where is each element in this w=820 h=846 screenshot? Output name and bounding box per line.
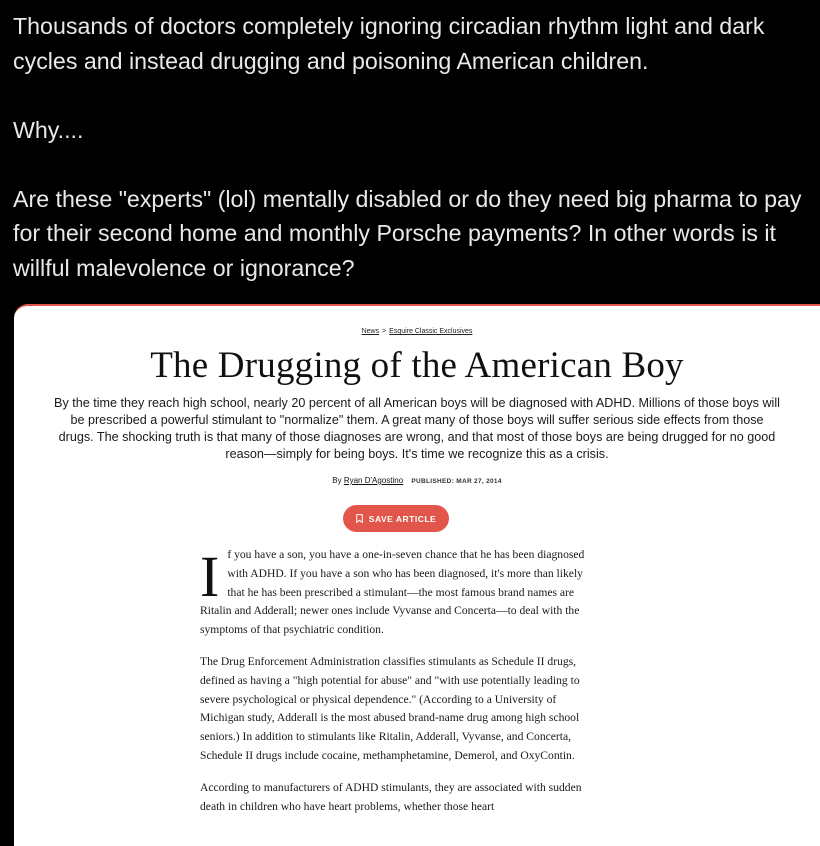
post-text — [13, 9, 818, 285]
post-paragraph-3: Are these "experts" (lol) mentally disabled or do they need big pharma to pay for their second home and monthly Porsche payments? In other words is it willful malevolence or ignorance? — [13, 185, 802, 281]
body-paragraph-1-text: f you have a son, you have a one-in-seven chance that he has been diagnosed with ADHD. If you have a son who has been diagnosed, it's more than likely that he has been prescribed a stimulant—the most famous brand names are Ritalin and Adderall; newer ones include Vyvanse and Concerta—to deal with the symptoms of that psychiatric condition. — [200, 548, 585, 637]
bookmark-icon — [356, 514, 363, 523]
post-paragraph-2: Why.... — [13, 116, 84, 143]
byline — [14, 476, 820, 485]
drop-cap: I — [200, 544, 220, 609]
author-link[interactable]: Ryan D'Agostino — [343, 476, 404, 485]
post-paragraph-1: Thousands of doctors completely ignoring circadian rhythm light and dark cycles and instead drugging and poisoning American children. — [13, 13, 765, 74]
byline-prefix: By — [332, 476, 342, 485]
article-dek: By the time they reach high school, nearly 20 percent of all American boys will be diagnosed with ADHD. Millions of those boys will be prescribed a powerful stimulant to "normalize" them. A great many of those boys will suffer serious side effects from those drugs. The shocking truth is that many of those diagnoses are wrong, and that most of those boys are being drugged for no good reason—simply for being boys. It's time we recognize this as a crisis. — [54, 396, 780, 461]
published-date: PUBLISHED: MAR 27, 2014 — [411, 478, 502, 485]
article-body — [200, 546, 586, 829]
body-paragraph-1 — [200, 546, 586, 640]
breadcrumb-news-link[interactable]: News — [361, 328, 380, 335]
breadcrumb-separator: > — [382, 328, 387, 335]
save-article-label: SAVE ARTICLE — [368, 513, 437, 524]
article-title: The Drugging of the American Boy — [150, 345, 684, 386]
breadcrumb-esquire-classic-link[interactable]: Esquire Classic Exclusives — [389, 328, 473, 335]
body-paragraph-2: The Drug Enforcement Administration classifies stimulants as Schedule II drugs, defined as having a "high potential for abuse" and "with use potentially leading to severe psychological or physical dependence." (According to a University of Michigan study, Adderall is the most abused brand-name drug among high school seniors.) In addition to stimulants like Ritalin, Adderall, Vyvanse, and Concerta, Schedule II drugs include cocaine, methamphetamine, Demerol, and OxyContin. — [200, 654, 580, 762]
breadcrumb — [14, 328, 820, 335]
body-paragraph-3: According to manufacturers of ADHD stimulants, they are associated with sudden death in children who have heart problems, whether those heart — [200, 780, 582, 813]
article-screenshot-card[interactable] — [14, 304, 820, 846]
save-article-button[interactable] — [343, 505, 449, 532]
